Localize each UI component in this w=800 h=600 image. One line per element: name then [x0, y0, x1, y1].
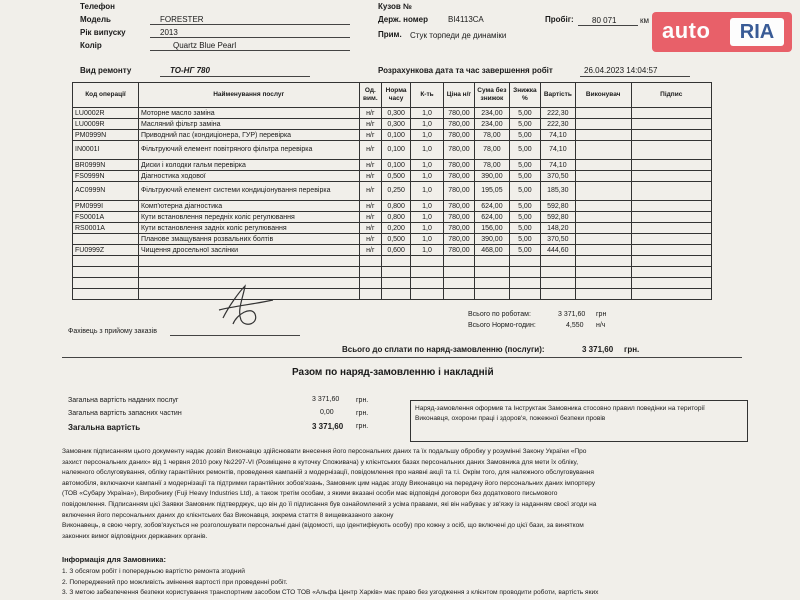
table-cell-norm: 0,600 [382, 245, 411, 256]
works-total-value: 3 371,60 [558, 311, 586, 318]
table-cell-unit: н/г [359, 130, 382, 141]
table-cell-executor [575, 234, 631, 245]
table-cell-qty: 1,0 [411, 212, 444, 223]
table-row-empty [73, 278, 712, 289]
parts-total-value: 0,00 [320, 409, 334, 416]
table-cell-empty [73, 267, 139, 278]
hours-total-value: 4,550 [566, 322, 584, 329]
table-cell-empty [443, 278, 474, 289]
table-cell-empty [474, 267, 509, 278]
table-cell-name: Фільтруючий елемент системи кондиціонування перевірка [138, 182, 359, 201]
table-cell-unit: н/г [359, 141, 382, 160]
table-cell-norm: 0,100 [382, 130, 411, 141]
table-cell-qty: 1,0 [411, 130, 444, 141]
table-cell-unit: н/г [359, 212, 382, 223]
table-cell-unit: н/г [359, 119, 382, 130]
table-cell-qty: 1,0 [411, 223, 444, 234]
table-cell-sum: 78,00 [474, 130, 509, 141]
table-cell-signature [631, 119, 712, 130]
table-cell-executor [575, 160, 631, 171]
table-cell-norm: 0,300 [382, 108, 411, 119]
table-cell-qty: 1,0 [411, 141, 444, 160]
table-header-row [73, 83, 712, 108]
table-cell-empty [540, 267, 575, 278]
works-total-unit: грн [596, 311, 607, 318]
table-row [73, 212, 712, 223]
table-cell-disc: 5,00 [509, 141, 540, 160]
table-cell-price: 780,00 [443, 141, 474, 160]
completion-value: 26.04.2023 14:04:57 [584, 66, 658, 75]
table-row-empty [73, 289, 712, 300]
autoria-watermark [652, 12, 792, 52]
consent-line: повідомлення. Підписанням цієї Заявки Замовник підтверджує, що він до її підписання був ознайомлений з усіма правами, які він набуває у зв'язку із наданням своєї згоди на [62, 500, 597, 508]
table-header-cell: К-ть [411, 83, 444, 108]
table-cell-cost: 444,60 [540, 245, 575, 256]
notice-box [410, 400, 748, 442]
table-cell-empty [509, 256, 540, 267]
model-label: Модель [80, 15, 111, 24]
hours-total-label: Всього Нормо-годин: [468, 322, 536, 329]
table-cell-price: 780,00 [443, 171, 474, 182]
table-cell-empty [382, 256, 411, 267]
table-cell-price: 780,00 [443, 223, 474, 234]
table-cell-code: FS0001A [73, 212, 139, 223]
table-cell-cost: 592,80 [540, 201, 575, 212]
table-cell-code: RS0001A [73, 223, 139, 234]
table-cell-empty [359, 278, 382, 289]
table-header-cell: Од. вим. [359, 83, 382, 108]
table-cell-qty: 1,0 [411, 171, 444, 182]
table-header-cell: Сума без знижок [474, 83, 509, 108]
table-cell-sum: 624,00 [474, 201, 509, 212]
table-header-cell: Вартість [540, 83, 575, 108]
services-total-unit: грн. [356, 397, 369, 404]
table-cell-executor [575, 141, 631, 160]
table-cell-code: PM0999I [73, 201, 139, 212]
table-cell-code: PM0999N [73, 130, 139, 141]
services-table [72, 82, 712, 300]
table-cell-cost: 222,30 [540, 119, 575, 130]
services-total-label: Загальна вартість наданих послуг [68, 397, 179, 404]
table-cell-empty [138, 256, 359, 267]
table-cell-disc: 5,00 [509, 245, 540, 256]
table-cell-name: Масляний фільтр заміна [138, 119, 359, 130]
table-cell-price: 780,00 [443, 108, 474, 119]
table-row-empty [73, 267, 712, 278]
table-cell-name: Фільтруючий елемент повітряного фільтра перевірка [138, 141, 359, 160]
table-cell-name: Приводний пас (кондиціонера, ГУР) перевірка [138, 130, 359, 141]
table-cell-name: Кути встановлення передніх колiс регулювання [138, 212, 359, 223]
table-cell-sum: 390,00 [474, 234, 509, 245]
table-cell-empty [540, 289, 575, 300]
table-cell-sum: 234,00 [474, 108, 509, 119]
info-item: 2. Попереджений про можливість змінення вартості при проведенні робіт. [62, 578, 288, 586]
table-cell-name: Планове змащування розвальних болтів [138, 234, 359, 245]
table-cell-name: Чищення дросельної заслінки [138, 245, 359, 256]
table-cell-empty [443, 289, 474, 300]
table-cell-price: 780,00 [443, 245, 474, 256]
table-cell-price: 780,00 [443, 130, 474, 141]
table-row [73, 245, 712, 256]
grand-total-value: 3 371,60 [312, 422, 344, 431]
consent-line: (ТОВ «Субару Україна»), Виробнику (Fuji Heavy Industries Ltd), а також третім особам, з якими вказані особи має відповідні договори без додаткового письмового [62, 490, 558, 498]
table-cell-cost: 185,30 [540, 182, 575, 201]
table-cell-price: 780,00 [443, 201, 474, 212]
table-cell-sum: 234,00 [474, 119, 509, 130]
table-cell-executor [575, 182, 631, 201]
year-label: Рік випуску [80, 28, 126, 37]
table-cell-name: Диски і колодки гальм перевірка [138, 160, 359, 171]
table-cell-empty [411, 256, 444, 267]
notice-text: Наряд-замовлення оформив та Інструктаж Замовника стосовно правил поведінки на території Виконавця, охорони праці і здоров'я, пожежної безпеки провів [415, 405, 705, 422]
consent-line: Замовник підписанням цього документу надає дозвіл Виконавцю здійснювати внесення його персональних даних та їх подальшу обробку у розумінні Закону України «Про [62, 448, 587, 455]
works-total-label: Всього по роботам: [468, 311, 531, 318]
table-cell-code [73, 234, 139, 245]
table-cell-empty [474, 256, 509, 267]
table-cell-disc: 5,00 [509, 171, 540, 182]
repair-type-label: Вид ремонту [80, 66, 132, 75]
table-cell-signature [631, 212, 712, 223]
info-item: 3. З метою забезпечення безпеки користування транспортним засобом СТО ТОВ «Альфа Центр Харків» має право без узгодження з клієнтом проводити роботи, вартість яких [62, 589, 599, 597]
table-cell-signature [631, 141, 712, 160]
table-cell-empty [359, 289, 382, 300]
table-row [73, 223, 712, 234]
consent-line: включення його персональних даних до клієнтських баз Виконавця, зокрема стаття 8 вищевказаного закону [62, 511, 394, 519]
table-cell-cost: 148,20 [540, 223, 575, 234]
grand-total-label: Загальна вартість [68, 423, 141, 432]
consent-line: Виконавець, в свою чергу, зобов'язується не розголошувати персональні дані (відомості, що ідентифікують особу) про кожну з осіб, що включені до цієї бази, за винятком [62, 522, 584, 530]
table-cell-executor [575, 119, 631, 130]
table-cell-qty: 1,0 [411, 234, 444, 245]
table-cell-empty [540, 278, 575, 289]
signature-scribble [215, 280, 285, 332]
table-cell-code: AC0999N [73, 182, 139, 201]
table-cell-empty [443, 267, 474, 278]
table-cell-empty [411, 278, 444, 289]
table-cell-empty [575, 289, 631, 300]
info-title: Інформація для Замовника: [62, 555, 166, 564]
table-cell-norm: 0,200 [382, 223, 411, 234]
table-cell-empty [575, 278, 631, 289]
table-cell-disc: 5,00 [509, 223, 540, 234]
table-cell-empty [73, 256, 139, 267]
table-cell-executor [575, 130, 631, 141]
table-cell-empty [382, 289, 411, 300]
table-cell-empty [631, 256, 712, 267]
table-cell-unit: н/г [359, 234, 382, 245]
table-cell-price: 780,00 [443, 119, 474, 130]
table-cell-empty [359, 256, 382, 267]
table-cell-qty: 1,0 [411, 160, 444, 171]
color-value: Quartz Blue Pearl [173, 41, 237, 50]
table-cell-qty: 1,0 [411, 245, 444, 256]
note-label: Прим. [378, 30, 402, 39]
table-cell-norm: 0,500 [382, 234, 411, 245]
table-cell-signature [631, 245, 712, 256]
hours-total-unit: н/ч [596, 322, 606, 329]
table-cell-empty [540, 256, 575, 267]
mileage-value: 80 071 [592, 16, 617, 25]
table-row [73, 108, 712, 119]
plate-value: ВІ4113СА [448, 15, 484, 24]
pay-total-label: Всього до сплати по наряд-замовленню (послуги): [342, 345, 545, 354]
table-row [73, 182, 712, 201]
table-cell-unit: н/г [359, 171, 382, 182]
table-cell-norm: 0,800 [382, 201, 411, 212]
repair-type-value: ТО-НГ 780 [170, 66, 210, 75]
mileage-label: Пробіг: [545, 15, 574, 24]
table-cell-empty [474, 289, 509, 300]
table-cell-disc: 5,00 [509, 130, 540, 141]
table-row [73, 119, 712, 130]
table-cell-empty [73, 289, 139, 300]
table-cell-unit: н/г [359, 108, 382, 119]
table-cell-disc: 5,00 [509, 119, 540, 130]
table-cell-code: BR0999N [73, 160, 139, 171]
table-cell-unit: н/г [359, 201, 382, 212]
table-cell-signature [631, 160, 712, 171]
table-cell-cost: 370,50 [540, 171, 575, 182]
table-cell-empty [509, 278, 540, 289]
body-label: Кузов № [378, 2, 412, 11]
table-cell-norm: 0,800 [382, 212, 411, 223]
table-cell-empty [382, 278, 411, 289]
grand-total-unit: грн. [356, 423, 369, 430]
table-cell-sum: 78,00 [474, 141, 509, 160]
table-cell-empty [575, 256, 631, 267]
table-cell-unit: н/г [359, 223, 382, 234]
parts-total-unit: грн. [356, 410, 369, 417]
table-cell-signature [631, 182, 712, 201]
table-cell-disc: 5,00 [509, 212, 540, 223]
table-cell-name: Комп'ютерна діагностика [138, 201, 359, 212]
pay-total-value: 3 371,60 [582, 345, 614, 354]
table-cell-executor [575, 201, 631, 212]
table-cell-name: Моторне масло заміна [138, 108, 359, 119]
table-cell-empty [575, 267, 631, 278]
table-cell-empty [631, 278, 712, 289]
table-cell-cost: 222,30 [540, 108, 575, 119]
model-value: FORESTER [160, 15, 204, 24]
table-cell-cost: 370,50 [540, 234, 575, 245]
table-cell-disc: 5,00 [509, 182, 540, 201]
table-cell-signature [631, 234, 712, 245]
consent-line: автомобіля, включаючи кампанії з модернізації та підтримки гарантійних зобов'язань, Замовник цим надає згоду Виконавцю на передачу його персональних даних імпортеру [62, 479, 596, 487]
table-cell-signature [631, 223, 712, 234]
table-header-cell: Ціна н/г [443, 83, 474, 108]
table-cell-norm: 0,300 [382, 119, 411, 130]
table-cell-empty [359, 267, 382, 278]
table-cell-code: FS0999N [73, 171, 139, 182]
consent-line: законних вимог відповідних державних органів. [62, 532, 208, 540]
table-cell-name: Діагностика ходової [138, 171, 359, 182]
info-list [62, 567, 742, 599]
table-cell-cost: 592,80 [540, 212, 575, 223]
table-header-cell: Знижка % [509, 83, 540, 108]
table-cell-disc: 5,00 [509, 160, 540, 171]
table-cell-empty [631, 289, 712, 300]
table-header-cell: Код операції [73, 83, 139, 108]
table-cell-sum: 156,00 [474, 223, 509, 234]
table-cell-disc: 5,00 [509, 108, 540, 119]
table-cell-norm: 0,500 [382, 171, 411, 182]
table-cell-qty: 1,0 [411, 201, 444, 212]
table-cell-sum: 468,00 [474, 245, 509, 256]
table-cell-unit: н/г [359, 182, 382, 201]
table-cell-empty [509, 289, 540, 300]
summary-title: Разом по наряд-замовленню і накладній [292, 367, 494, 378]
table-cell-code: IN0001I [73, 141, 139, 160]
acceptance-label: Фахівець з прийому заказів [68, 328, 157, 335]
table-cell-executor [575, 245, 631, 256]
table-header-cell: Виконувач [575, 83, 631, 108]
table-cell-code: FU0999Z [73, 245, 139, 256]
table-cell-executor [575, 171, 631, 182]
table-cell-qty: 1,0 [411, 108, 444, 119]
table-row-empty [73, 256, 712, 267]
table-row [73, 201, 712, 212]
phone-label: Телефон [80, 2, 115, 11]
table-header-cell: Підпис [631, 83, 712, 108]
table-cell-cost: 74,10 [540, 141, 575, 160]
table-cell-empty [382, 267, 411, 278]
info-item: 1. З обсягом робіт і попередньою вартістю ремонта згодний [62, 568, 245, 575]
table-cell-price: 780,00 [443, 212, 474, 223]
table-cell-qty: 1,0 [411, 182, 444, 201]
plate-label: Держ. номер [378, 15, 429, 24]
table-cell-executor [575, 108, 631, 119]
table-cell-empty [631, 267, 712, 278]
table-cell-code: LU0009R [73, 119, 139, 130]
table-cell-unit: н/г [359, 245, 382, 256]
table-cell-price: 780,00 [443, 160, 474, 171]
table-row [73, 171, 712, 182]
table-cell-unit: н/г [359, 160, 382, 171]
table-cell-name: Кути встановлення задніх колiс регулювання [138, 223, 359, 234]
table-cell-sum: 195,05 [474, 182, 509, 201]
table-cell-cost: 74,10 [540, 160, 575, 171]
table-header-cell: Норма часу [382, 83, 411, 108]
watermark-badge: RIA [730, 18, 784, 46]
watermark-text: auto [662, 18, 711, 43]
mileage-unit: км [640, 16, 649, 25]
table-cell-sum: 624,00 [474, 212, 509, 223]
table-header-cell: Найменування послуг [138, 83, 359, 108]
table-cell-sum: 390,00 [474, 171, 509, 182]
pay-total-unit: грн. [624, 345, 640, 354]
table-row [73, 160, 712, 171]
parts-total-label: Загальна вартість запасних частин [68, 410, 182, 417]
table-row [73, 130, 712, 141]
table-cell-price: 780,00 [443, 182, 474, 201]
table-cell-norm: 0,100 [382, 160, 411, 171]
table-cell-empty [73, 278, 139, 289]
year-value: 2013 [160, 28, 178, 37]
color-label: Колір [80, 41, 102, 50]
consent-paragraph [62, 447, 742, 542]
table-cell-executor [575, 212, 631, 223]
table-cell-empty [138, 267, 359, 278]
table-cell-disc: 5,00 [509, 201, 540, 212]
table-cell-signature [631, 171, 712, 182]
table-cell-disc: 5,00 [509, 234, 540, 245]
table-cell-signature [631, 201, 712, 212]
services-total-value: 3 371,60 [312, 396, 340, 403]
table-cell-sum: 78,00 [474, 160, 509, 171]
table-cell-price: 780,00 [443, 234, 474, 245]
table-cell-signature [631, 130, 712, 141]
table-row [73, 234, 712, 245]
table-cell-empty [443, 256, 474, 267]
table-cell-code: LU0002R [73, 108, 139, 119]
table-cell-empty [411, 289, 444, 300]
table-cell-cost: 74,10 [540, 130, 575, 141]
table-cell-norm: 0,250 [382, 182, 411, 201]
table-cell-qty: 1,0 [411, 119, 444, 130]
table-row [73, 141, 712, 160]
table-cell-empty [509, 267, 540, 278]
table-cell-signature [631, 108, 712, 119]
table-cell-empty [411, 267, 444, 278]
consent-line: захист персональних даних» від 1 червня 2010 року №2297-VI (Розміщене в куточку Споживача) у клієнтських базах персональних даних Замовника для мети їх обліку, [62, 458, 579, 466]
note-value: Стук торпеди де динаміки [410, 31, 507, 40]
completion-label: Розрахункова дата та час завершення робіт [378, 66, 553, 75]
consent-line: належного обслуговування, обліку гарантійних ремонтів, проведення кампаній з модернізації, повідомлення про наявні акції та т.і. Окрім того, для належного обслуговування [62, 469, 594, 477]
table-cell-executor [575, 223, 631, 234]
table-cell-empty [474, 278, 509, 289]
table-cell-norm: 0,100 [382, 141, 411, 160]
